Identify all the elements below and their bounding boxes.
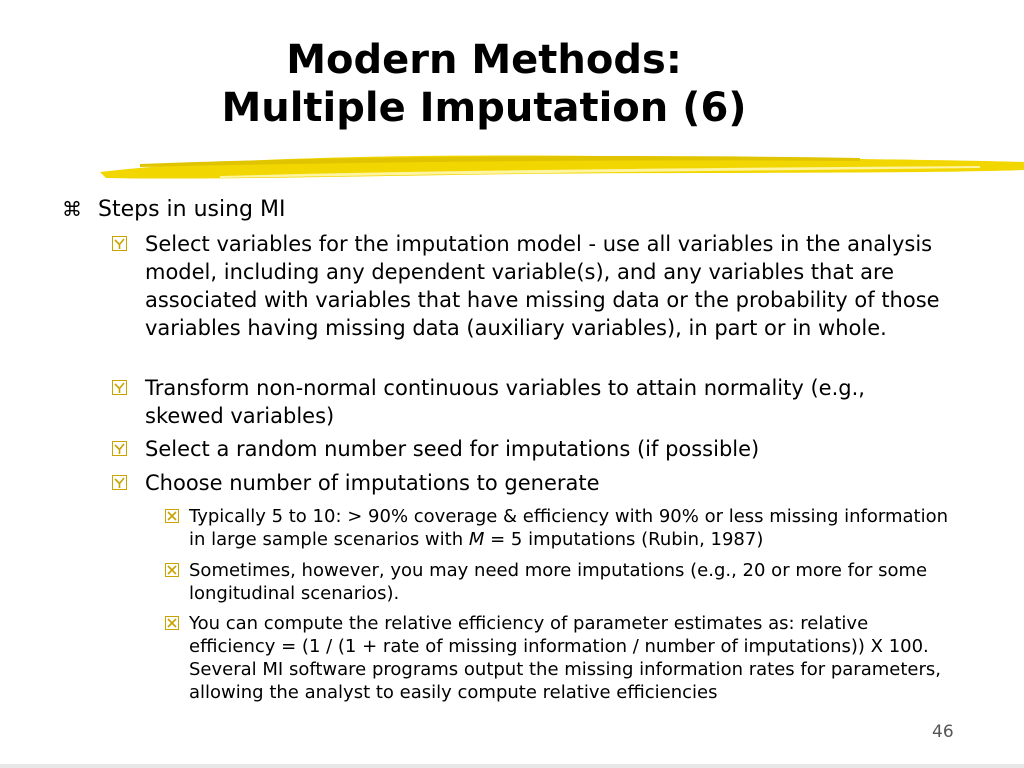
sub-list-item [165,505,955,551]
heading-bullet [62,194,285,225]
command-key-icon: ⌘ [62,197,82,221]
sub-list-item-text: Sometimes, however, you may need more imputations (e.g., 20 or more for some longitudinal scenarios). [189,560,928,604]
slide-title-line1: Modern Methods: [286,37,682,83]
sub-list-item-text-pre: Typically 5 to 10: > 90% coverage & efficiency with 90% or less missing information in large sample scenarios with [189,506,948,550]
sub-list-item [165,559,955,605]
page-number: 46 [932,722,954,742]
slide-title-line2: Multiple Imputation (6) [221,85,747,131]
list-item-text: Transform non-normal continuous variables to attain normality (e.g., skewed variables) [145,376,865,428]
footer-divider [0,764,1024,768]
list-item [112,230,947,342]
sub-list-item-text-italic: M [468,529,485,550]
list-item-text: Select a random number seed for imputations (if possible) [145,437,760,461]
checkbox-checked-icon [112,236,127,251]
list-item [112,374,947,430]
list-item-text: Choose number of imputations to generate [145,471,600,495]
checkbox-cross-icon [165,616,179,630]
checkbox-checked-icon [112,441,127,456]
checkbox-cross-icon [165,509,179,523]
sub-list-item-text-post: = 5 imputations (Rubin, 1987) [484,529,764,550]
checkbox-checked-icon [112,475,127,490]
checkbox-checked-icon [112,380,127,395]
list-item-text: Select variables for the imputation model - use all variables in the analysis model, including any dependent variable(s), and any variables that are associated with variables that have missing data or the probability of those variables having missing data (auxiliary variables), in part or in whole. [145,232,940,340]
sub-list-item [165,612,955,704]
sub-list-item-text [189,505,955,551]
list-item [112,469,947,497]
heading-text: Steps in using MI [98,197,286,222]
checkbox-cross-icon [165,563,179,577]
brush-stroke-divider [100,150,1024,184]
sub-list-item-text: You can compute the relative efficiency of parameter estimates as: relative efficiency = (1 / (1 + rate of missing information / number of imputations)) X 100. Several MI software programs output the missing information rates for parameters, allowing the analyst to easily compute relative efficiencies [189,613,941,703]
list-item [112,435,947,463]
slide-title [0,36,968,132]
